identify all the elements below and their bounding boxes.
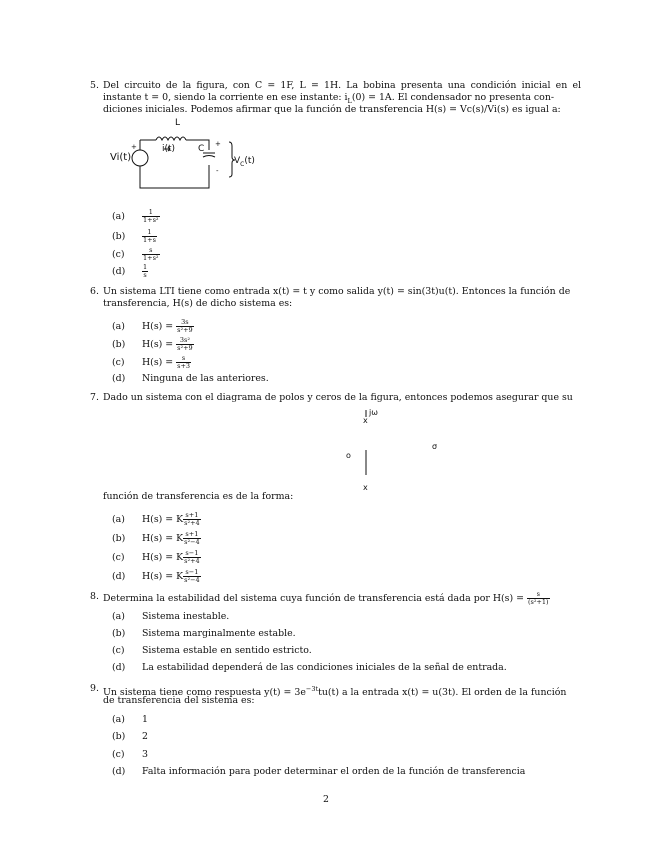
q6-option-b-pre: H(s) = [142, 339, 177, 350]
q7-number: 7. [90, 392, 99, 403]
q6-option-a[interactable] [112, 319, 194, 334]
q7-option-d-frac [183, 569, 201, 584]
q8-frac [527, 591, 550, 606]
q5-option-c-frac [142, 247, 160, 262]
q8-option-c-text: Sistema estable en sentido estricto. [142, 645, 312, 656]
q5-option-d-label: (d) [112, 266, 126, 277]
q7-option-c[interactable] [112, 550, 201, 565]
q5-a-den: 1+s² [143, 216, 159, 224]
q7-option-b-frac [183, 531, 201, 546]
pole-top-marker: x [363, 416, 368, 425]
q9-option-a-label: (a) [112, 714, 125, 725]
q8-option-c-label: (c) [112, 645, 125, 656]
q8-option-b[interactable] [112, 628, 296, 640]
q9-text-b: tu(t) a la entrada x(t) = u(3t). El orden de la función [318, 687, 567, 699]
q7-b-den: s²−4 [184, 538, 200, 546]
q9-option-a[interactable] [112, 714, 148, 726]
q7-option-c-pre: H(s) = K [142, 552, 184, 563]
circuit-vi-label: Vi(t) [110, 152, 132, 163]
q7-option-d[interactable] [112, 569, 201, 584]
circuit-plus2: + [215, 140, 221, 148]
q6-b-num: 3s² [176, 337, 194, 345]
circuit-vc-sub: C [240, 160, 245, 168]
circuit-i-label: i(t) [162, 144, 176, 154]
q9-option-a-text: 1 [142, 714, 148, 725]
q9-option-b[interactable] [112, 731, 148, 743]
q8-den: (s²+1) [527, 598, 549, 606]
circuit-C-label: C [198, 144, 205, 154]
q6-option-b-label: (b) [112, 339, 126, 350]
q5-option-a[interactable] [112, 209, 160, 224]
q5-line1: Del circuito de la figura, con C = 1F, L = 1H. La bobina presenta una condición inicial en el [103, 80, 581, 91]
q8-option-d-text: La estabilidad dependerá de las condiciones iniciales de la señal de entrada. [142, 662, 507, 673]
q6-option-c-frac [176, 355, 191, 370]
q5-line2-sub: L [347, 96, 352, 105]
q6-option-c[interactable] [112, 355, 191, 370]
q5-d-den: s [143, 271, 147, 279]
q5-line3: diciones iniciales. Podemos afirmar que la función de transferencia H(s) = Vc(s)/Vi(s) es igual a: [103, 104, 561, 115]
q7-option-a[interactable] [112, 512, 201, 527]
q5-option-b-label: (b) [112, 231, 126, 242]
q9-option-d-text: Falta información para poder determinar el orden de la función de transferencia [142, 766, 526, 777]
q5-option-b[interactable] [112, 229, 157, 244]
q5-d-num: 1 [143, 263, 148, 271]
circuit-minus: - [216, 167, 219, 175]
q5-option-d[interactable] [112, 264, 148, 279]
q7-option-d-pre: H(s) = K [142, 571, 184, 582]
q7-option-a-pre: H(s) = K [142, 514, 184, 525]
q5-number: 5. [90, 80, 99, 91]
q8-option-a-text: Sistema inestable. [142, 611, 230, 622]
q5-b-num: 1 [142, 229, 157, 237]
q8-num: s [527, 591, 550, 599]
q9-line2: de transferencia del sistema es: [103, 695, 255, 706]
q7-c-num: s−1 [183, 550, 201, 558]
q5-option-c[interactable] [112, 247, 160, 262]
q6-option-b[interactable] [112, 337, 194, 352]
q6-option-c-label: (c) [112, 357, 125, 368]
q5-option-b-frac [142, 229, 157, 244]
q5-c-den: 1+s² [143, 254, 159, 262]
q6-option-a-frac [176, 319, 194, 334]
q9-option-c-label: (c) [112, 749, 125, 760]
q9-option-d-label: (d) [112, 766, 126, 777]
q5-b-den: 1+s [143, 236, 156, 244]
circuit-vc-v: V [234, 156, 241, 166]
circuit-vc-label [234, 155, 255, 171]
q7-option-b-pre: H(s) = K [142, 533, 184, 544]
q6-a-den: s²+9 [177, 326, 193, 334]
q9-option-b-text: 2 [142, 731, 148, 742]
q6-option-d-text: Ninguna de las anteriores. [142, 373, 269, 384]
q5-a-num: 1 [142, 209, 160, 217]
q5-option-c-label: (c) [112, 249, 125, 260]
q6-option-c-pre: H(s) = [142, 357, 177, 368]
q7-option-a-label: (a) [112, 514, 125, 525]
q5-option-d-frac [142, 264, 148, 279]
q6-option-b-frac [176, 337, 194, 352]
q5-c-num: s [142, 247, 160, 255]
q8-line1 [103, 591, 581, 606]
q5-line2-c: (0) = 1A. El condensador no presenta con- [351, 92, 555, 103]
q7-option-a-frac [183, 512, 201, 527]
q8-option-d[interactable] [112, 662, 507, 674]
zero-marker: o [346, 451, 351, 460]
q7-line2: función de transferencia es de la forma: [103, 491, 294, 502]
circuit-L-label: L [175, 118, 181, 128]
page-number: 2 [323, 794, 329, 805]
q8-option-b-label: (b) [112, 628, 126, 639]
q5-option-a-label: (a) [112, 211, 125, 222]
q9-number: 9. [90, 683, 99, 694]
q9-text-a: Un sistema tiene como respuesta y(t) = 3e [103, 687, 306, 699]
jw-axis-label: jω [369, 408, 378, 417]
q6-option-a-pre: H(s) = [142, 321, 177, 332]
q6-option-d[interactable] [112, 373, 269, 385]
q7-a-den: s²+4 [184, 519, 200, 527]
q9-option-c-text: 3 [142, 749, 148, 760]
q6-c-den: s+3 [177, 362, 191, 370]
q7-option-d-label: (d) [112, 571, 126, 582]
q6-c-num: s [176, 355, 191, 363]
q8-option-c[interactable] [112, 645, 312, 657]
circuit-vc-t: (t) [244, 156, 255, 166]
q6-line1: Un sistema LTI tiene como entrada x(t) = t y como salida y(t) = sin(3t)u(t). Entonces la función de [103, 286, 571, 297]
q9-option-c[interactable] [112, 749, 148, 761]
q9-option-d[interactable] [112, 766, 525, 778]
q7-d-num: s−1 [183, 569, 201, 577]
q5-option-a-frac [142, 209, 160, 224]
q6-number: 6. [90, 286, 99, 297]
q9-option-b-label: (b) [112, 731, 126, 742]
q7-option-b-label: (b) [112, 533, 126, 544]
q6-option-a-label: (a) [112, 321, 125, 332]
sigma-axis-label: σ [432, 442, 438, 451]
circuit-plus1: + [131, 143, 137, 151]
q7-c-den: s²+4 [184, 557, 200, 565]
pole-bottom-marker: x [363, 483, 368, 492]
q6-option-d-label: (d) [112, 373, 126, 384]
q7-option-c-frac [183, 550, 201, 565]
q7-b-num: s+1 [183, 531, 201, 539]
q5-line2-a: instante t = 0, siendo la corriente en ese instante: i [103, 92, 348, 103]
q8-option-a[interactable] [112, 611, 229, 623]
q6-a-num: 3s [176, 319, 194, 327]
q6-b-den: s²+9 [177, 344, 193, 352]
q7-option-c-label: (c) [112, 552, 125, 563]
q7-line1: Dado un sistema con el diagrama de polos y ceros de la figura, entonces podemos asegurar que su [103, 392, 573, 403]
q7-d-den: s²−4 [184, 576, 200, 584]
q6-line2: transferencia, H(s) de dicho sistema es: [103, 298, 293, 309]
q8-option-a-label: (a) [112, 611, 125, 622]
q7-a-num: s+1 [183, 512, 201, 520]
q8-option-b-text: Sistema marginalmente estable. [142, 628, 296, 639]
q8-option-d-label: (d) [112, 662, 126, 673]
q9-sup: −3t [305, 685, 319, 693]
q8-number: 8. [90, 591, 99, 602]
q8-text: Determina la estabilidad del sistema cuya función de transferencia está dada por H(s) = [103, 593, 527, 604]
q7-option-b[interactable] [112, 531, 201, 546]
